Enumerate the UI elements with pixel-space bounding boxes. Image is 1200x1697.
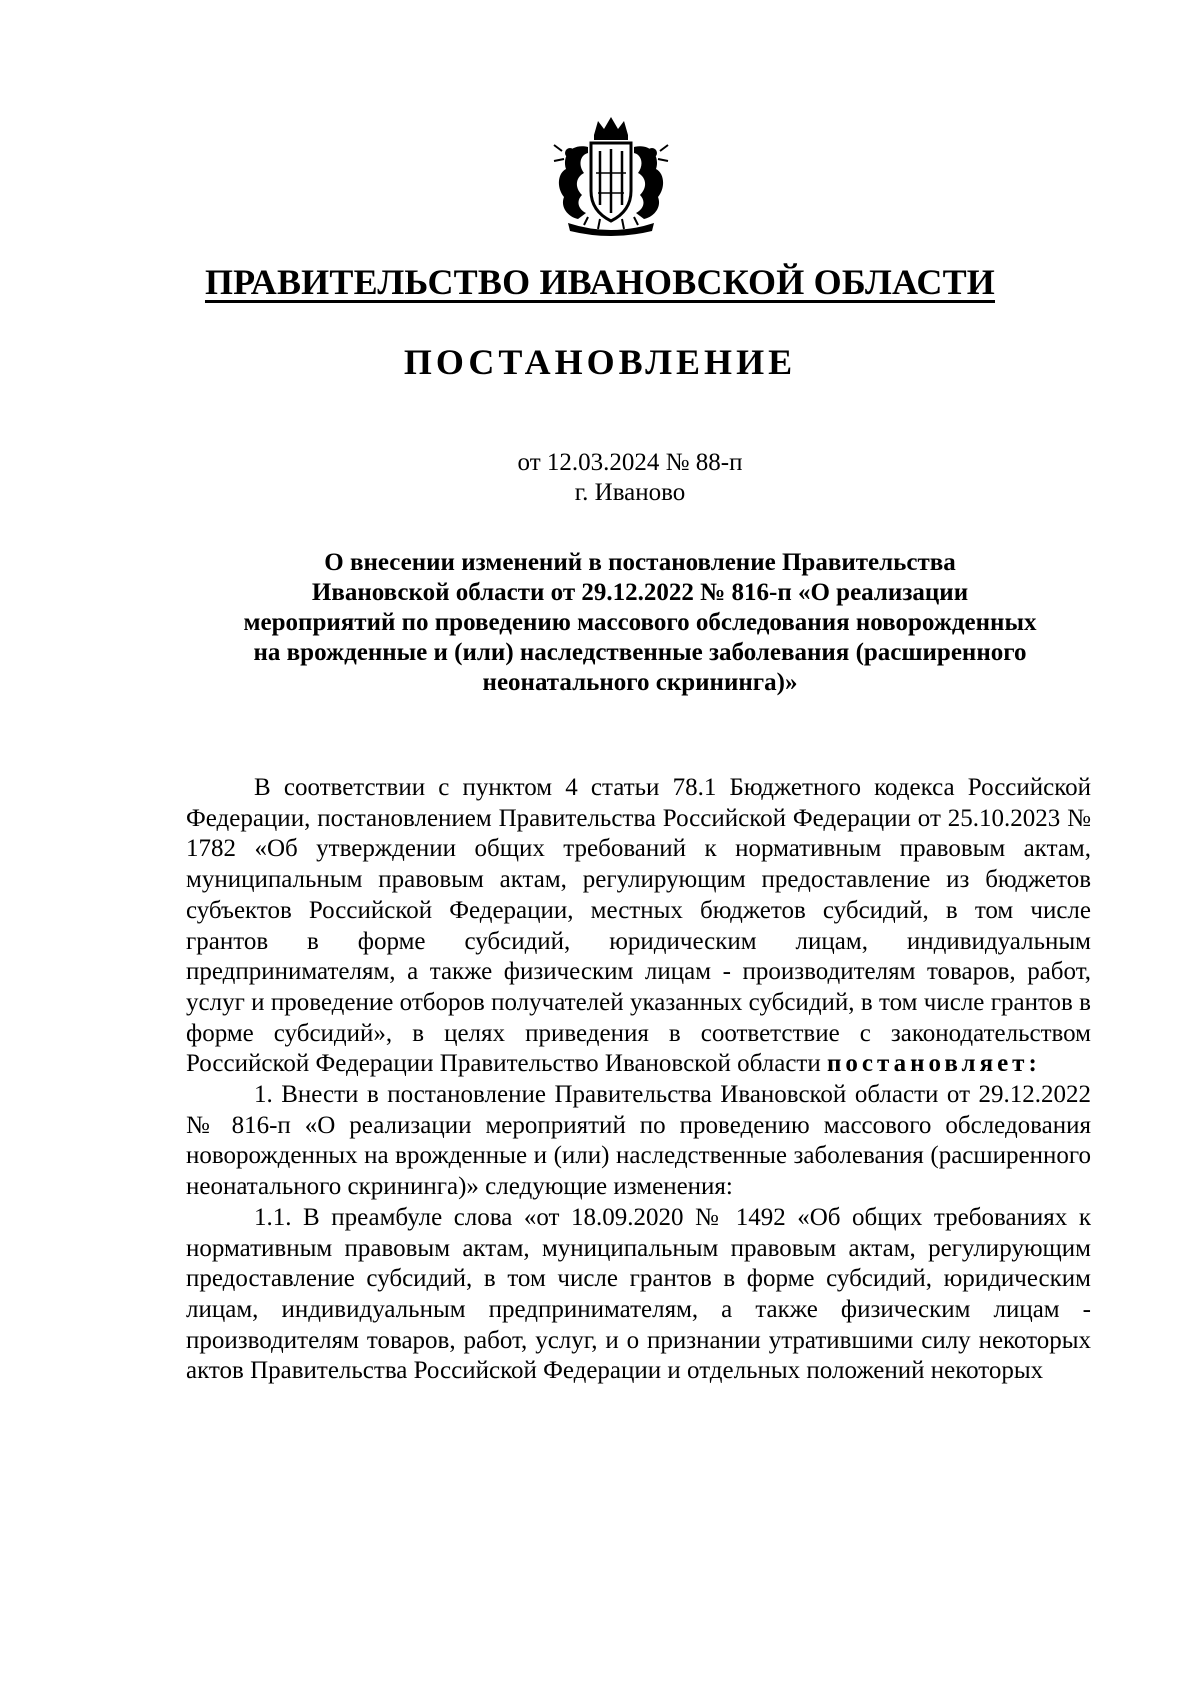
- title-line: неонатального скрининга)»: [482, 669, 798, 696]
- preamble-paragraph: [186, 773, 1091, 1080]
- clause-1-paragraph: 1. Внести в постановление Правительства Ивановской области от 29.12.2022 № 816-п «О реализации мероприятий по проведению массового обследования новорожденных на врожденные и (или) наследственные заболевания (расширенного неонатального скрининга)» следующие изменения:: [186, 1081, 1091, 1201]
- title-line: Ивановской области от 29.12.2022 № 816-п «О реализации: [311, 579, 969, 606]
- title-line: О внесении изменений в постановление Правительства: [324, 549, 956, 576]
- resolves-keyword: постановляет:: [827, 1050, 1041, 1078]
- document-body: [186, 773, 1091, 1387]
- document-type: ПОСТАНОВЛЕНИЕ: [403, 342, 797, 382]
- city: г. Иваново: [574, 479, 686, 506]
- preamble-text: В соответствии с пунктом 4 статьи 78.1 Бюджетного кодекса Российской Федерации, постановлением Правительства Российской Федерации от 25.10.2023 № 1782 «Об утверждении общих требований к нормативным правовым актам, муниципальным правовым актам, регулирующим предоставление из бюджетов субъектов Российской Федерации, местных бюджетов субсидий, в том числе грантов в форме субсидий, юридическим лицам, индивидуальным предпринимателям, а также физическим лицам - производителям товаров, работ, услуг и проведение отборов получателей указанных субсидий, в том числе грантов в форме субсидий», в целях приведения в соответствие с законодательством Российской Федерации Правительство Ивановской области: [186, 774, 1091, 1078]
- organization-name: ПРАВИТЕЛЬСТВО ИВАНОВСКОЙ ОБЛАСТИ: [204, 262, 995, 302]
- date-and-number: от 12.03.2024 № 88-п: [517, 449, 743, 476]
- title-line: на врожденные и (или) наследственные заболевания (расширенного: [253, 639, 1027, 666]
- document-title: [170, 548, 1110, 698]
- title-line: мероприятий по проведению массового обследования новорожденных: [243, 609, 1037, 636]
- coat-of-arms-emblem-icon: [548, 113, 674, 241]
- document-meta: [0, 448, 1200, 508]
- organization-heading: [0, 260, 1200, 304]
- clause-1-1-paragraph: 1.1. В преамбуле слова «от 18.09.2020 № 1492 «Об общих требованиях к нормативным правовым актам, муниципальным правовым актам, регулирующим предоставление субсидий, в том числе грантов в форме субсидий, юридическим лицам, индивидуальным предпринимателям, а также физическим лицам - производителям товаров, работ, услуг, и о признании утратившими силу некоторых актов Правительства Российской Федерации и отдельных положений некоторых: [186, 1203, 1091, 1385]
